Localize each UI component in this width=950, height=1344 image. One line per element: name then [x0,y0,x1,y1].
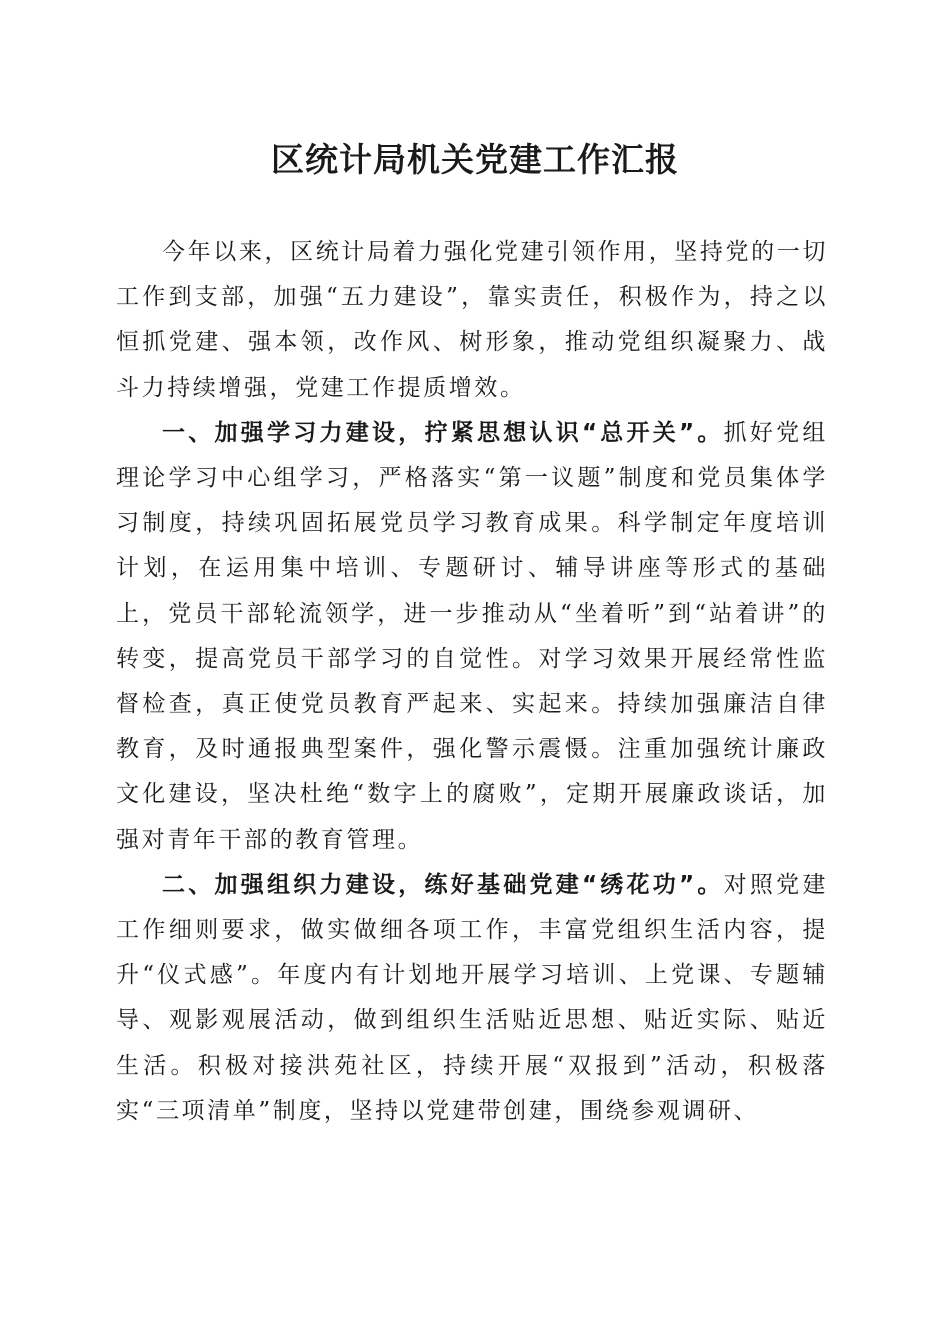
section-paragraph-1 [116,411,828,863]
document-body [116,230,828,1134]
intro-paragraph: 今年以来，区统计局着力强化党建引领作用，坚持党的一切工作到支部，加强“五力建设”，靠实责任，积极作为，持之以恒抓党建、强本领，改作风、树形象，推动党组织凝聚力、战斗力持续增强，党建工作提质增效。 [116,239,828,401]
section-text-2: 对照党建工作细则要求，做实做细各项工作，丰富党组织生活内容，提升“仪式感”。年度内有计划地开展学习培训、上党课、专题辅导、观影观展活动，做到组织生活贴近思想、贴近实际、贴近生活。积极对接洪苑社区，持续开展“双报到”活动，积极落实“三项清单”制度，坚持以党建带创建，围绕参观调研、 [116,871,828,1124]
section-heading-2: 二、加强组织力建设，练好基础党建“绣花功”。 [162,871,724,898]
document-title: 区统计局机关党建工作汇报 [271,140,679,179]
section-text-1: 抓好党组理论学习中心组学习，严格落实“第一议题”制度和党员集体学习制度，持续巩固拓展党员学习教育成果。科学制定年度培训计划，在运用集中培训、专题研讨、辅导讲座等形式的基础上，党员干部轮流领学，进一步推动从“坐着听”到“站着讲”的转变，提高党员干部学习的自觉性。对学习效果开展经常性监督检查，真正使党员教育严起来、实起来。持续加强廉洁自律教育，及时通报典型案件，强化警示震慑。注重加强统计廉政文化建设，坚决杜绝“数字上的腐败”，定期开展廉政谈话，加强对青年干部的教育管理。 [116,419,828,853]
section-heading-1: 一、加强学习力建设，拧紧思想认识“总开关”。 [162,419,724,446]
section-paragraph-2 [116,863,828,1134]
